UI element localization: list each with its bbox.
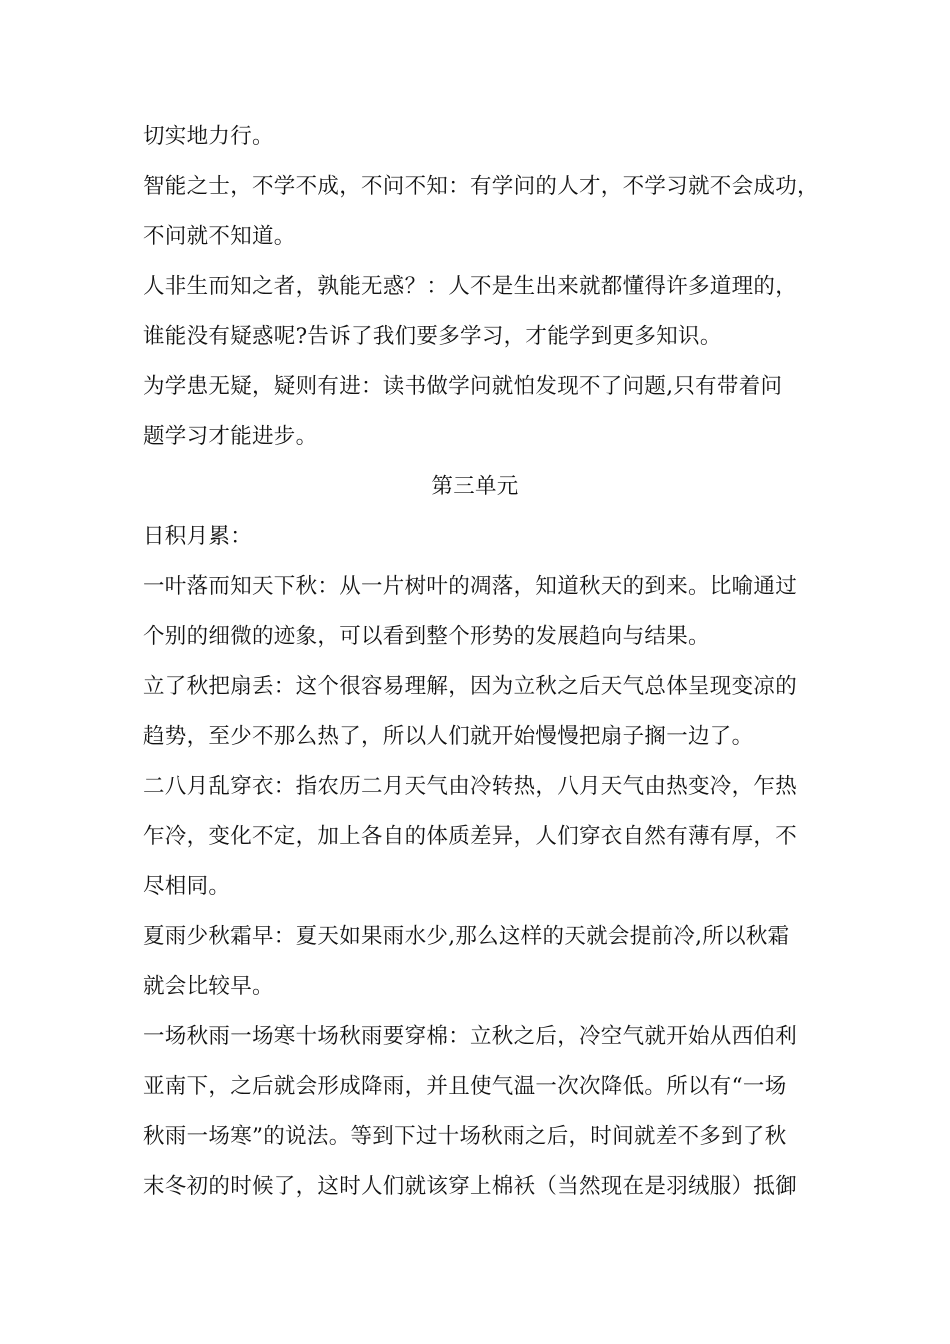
- text-line: 就会比较早。: [143, 974, 274, 999]
- text-line: 智能之士，不学不成，不问不知：有学问的人才，不学习就不会成功，: [143, 174, 819, 199]
- text-line: 一叶落而知天下秋：从一片树叶的凋落，知道秋天的到来。比喻通过: [143, 574, 798, 599]
- text-line: 切实地力行。: [143, 124, 274, 149]
- section-heading: 第三单元: [431, 474, 519, 499]
- text-line: 趋势，至少不那么热了，所以人们就开始慢慢把扇子搁一边了。: [143, 724, 754, 749]
- text-line: 为学患无疑，疑则有进：读书做学问就怕发现不了问题,只有带着问: [143, 374, 783, 399]
- text-line: 立了秋把扇丢：这个很容易理解，因为立秋之后天气总体呈现变凉的: [143, 674, 798, 699]
- text-line: 尽相同。: [143, 874, 231, 899]
- text-line: 秋雨一场寒”的说法。等到下过十场秋雨之后，时间就差不多到了秋: [143, 1124, 787, 1149]
- text-line: 个别的细微的迹象，可以看到整个形势的发展趋向与结果。: [143, 624, 710, 649]
- text-line: 日积月累：: [143, 524, 253, 549]
- text-line: 乍冷，变化不定，加上各自的体质差异，人们穿衣自然有薄有厚，不: [143, 824, 798, 849]
- text-line: 末冬初的时候了，这时人们就该穿上棉袄（当然现在是羽绒服）抵御: [143, 1174, 798, 1199]
- text-line: 人非生而知之者，孰能无惑？：人不是生出来就都懂得许多道理的，: [143, 274, 798, 299]
- text-line: 二八月乱穿衣：指农历二月天气由冷转热，八月天气由热变冷，乍热: [143, 774, 798, 799]
- text-line: 夏雨少秋霜早：夏天如果雨水少,那么这样的天就会提前冷,所以秋霜: [143, 924, 790, 949]
- text-line: 亚南下，之后就会形成降雨，并且使气温一次次降低。所以有“一场: [143, 1074, 787, 1099]
- text-line: 题学习才能进步。: [143, 424, 318, 449]
- text-line: 谁能没有疑惑呢?告诉了我们要多学习，才能学到更多知识。: [143, 324, 722, 349]
- text-line: 一场秋雨一场寒十场秋雨要穿棉：立秋之后，冷空气就开始从西伯利: [143, 1024, 798, 1049]
- text-line: 不问就不知道。: [143, 224, 296, 249]
